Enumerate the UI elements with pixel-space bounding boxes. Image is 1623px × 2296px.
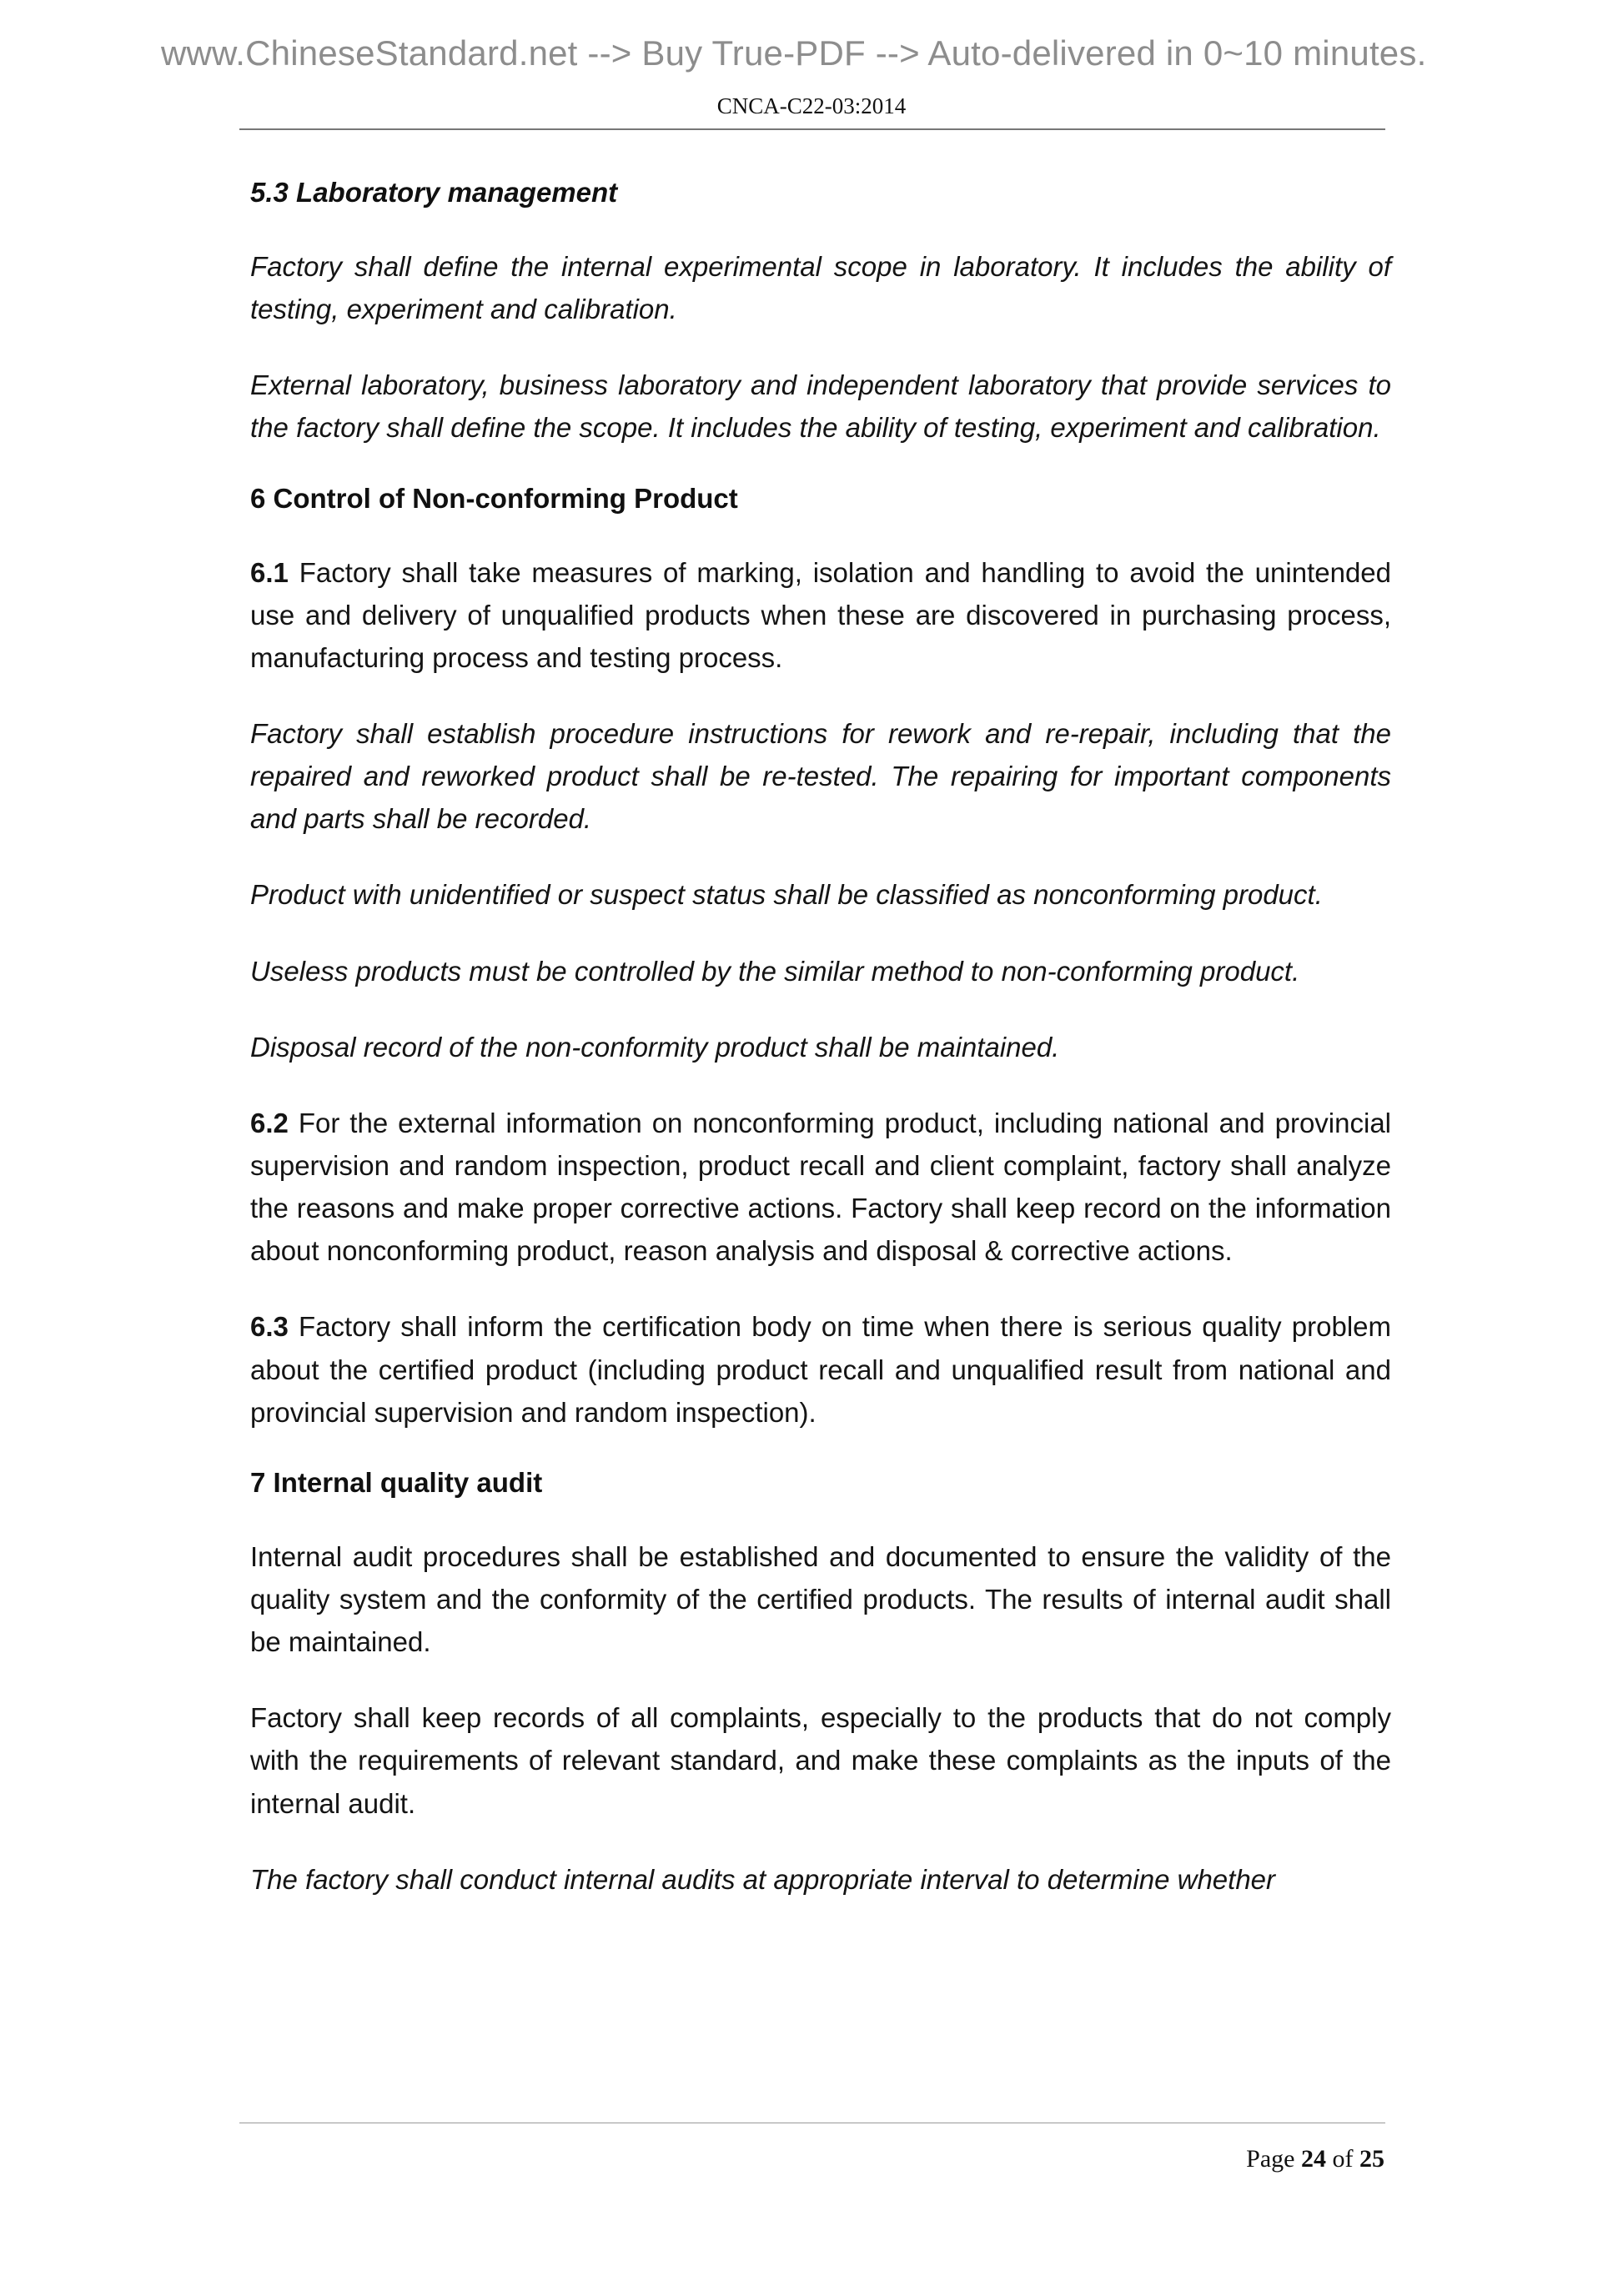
total-pages: 25 (1359, 2145, 1384, 2173)
paragraph: Factory shall keep records of all complaints, especially to the products that do not comply with the requirements of relevant standard, and make these complaints as the inputs of the internal audit. (250, 1702, 1391, 1819)
paragraph-text: Factory shall take measures of marking, isolation and handling to avoid the unintended use and delivery of unqualified products when these are discovered in purchasing process, manufacturing process and testing process. (250, 556, 1392, 673)
section-heading: 5.3 Laboratory management (250, 177, 618, 208)
paragraph: Factory shall define the internal experimental scope in laboratory. It includes the ability of testing, experiment and calibration. (250, 251, 1391, 325)
clause-number: 6.1 (250, 556, 299, 588)
paragraph: The factory shall conduct internal audits at appropriate interval to determine whether (250, 1863, 1276, 1895)
paragraph: Useless products must be controlled by the similar method to non-conforming product. (250, 955, 1300, 987)
paragraph (250, 1102, 1391, 1273)
paragraph: External laboratory, business laboratory and independent laboratory that provide services to the factory shall define the scope. It includes the ability of testing, experiment and calibration. (250, 369, 1391, 444)
document-code: CNCA-C22-03:2014 (716, 93, 907, 118)
page-number (1246, 2145, 1384, 2173)
page-word: Page (1246, 2145, 1301, 2173)
clause-number: 6.3 (250, 1311, 299, 1343)
of-word: of (1326, 2145, 1359, 2173)
paragraph-text: For the external information on nonconforming product, including national and provincial supervision and random inspection, product recall and client complaint, factory shall analyze the reasons and make proper corrective actions. Factory shall keep record on the information about nonconforming product, reason analysis and disposal & corrective actions. (250, 1107, 1392, 1267)
paragraph-text: Factory shall inform the certification body on time when there is serious quality problem about the certified product (including product recall and unqualified result from national and provincial supervision and random inspection). (250, 1311, 1391, 1428)
current-page: 24 (1301, 2145, 1326, 2173)
paragraph: Internal audit procedures shall be established and documented to ensure the validity of the quality system and the conformity of the certified products. The results of internal audit shall be maintained. (250, 1540, 1391, 1658)
paragraph (250, 1305, 1391, 1433)
paragraph: Disposal record of the non-conformity product shall be maintained. (250, 1031, 1060, 1063)
section-heading: 6 Control of Non-conforming Product (250, 482, 738, 514)
section-heading: 7 Internal quality audit (250, 1466, 543, 1498)
header-divider (239, 128, 1385, 130)
header-promo-text: www.ChineseStandard.net --> Buy True-PDF --> Auto-delivered in 0~10 minutes. (161, 33, 1427, 73)
paragraph: Factory shall establish procedure instructions for rework and re-repair, including that the repaired and reworked product shall be re-tested. The repairing for important components and parts shall be recorded. (250, 717, 1391, 835)
clause-number: 6.2 (250, 1107, 299, 1138)
document-body (250, 165, 1391, 1934)
paragraph (250, 551, 1391, 679)
paragraph: Product with unidentified or suspect status shall be classified as nonconforming product. (250, 879, 1323, 911)
